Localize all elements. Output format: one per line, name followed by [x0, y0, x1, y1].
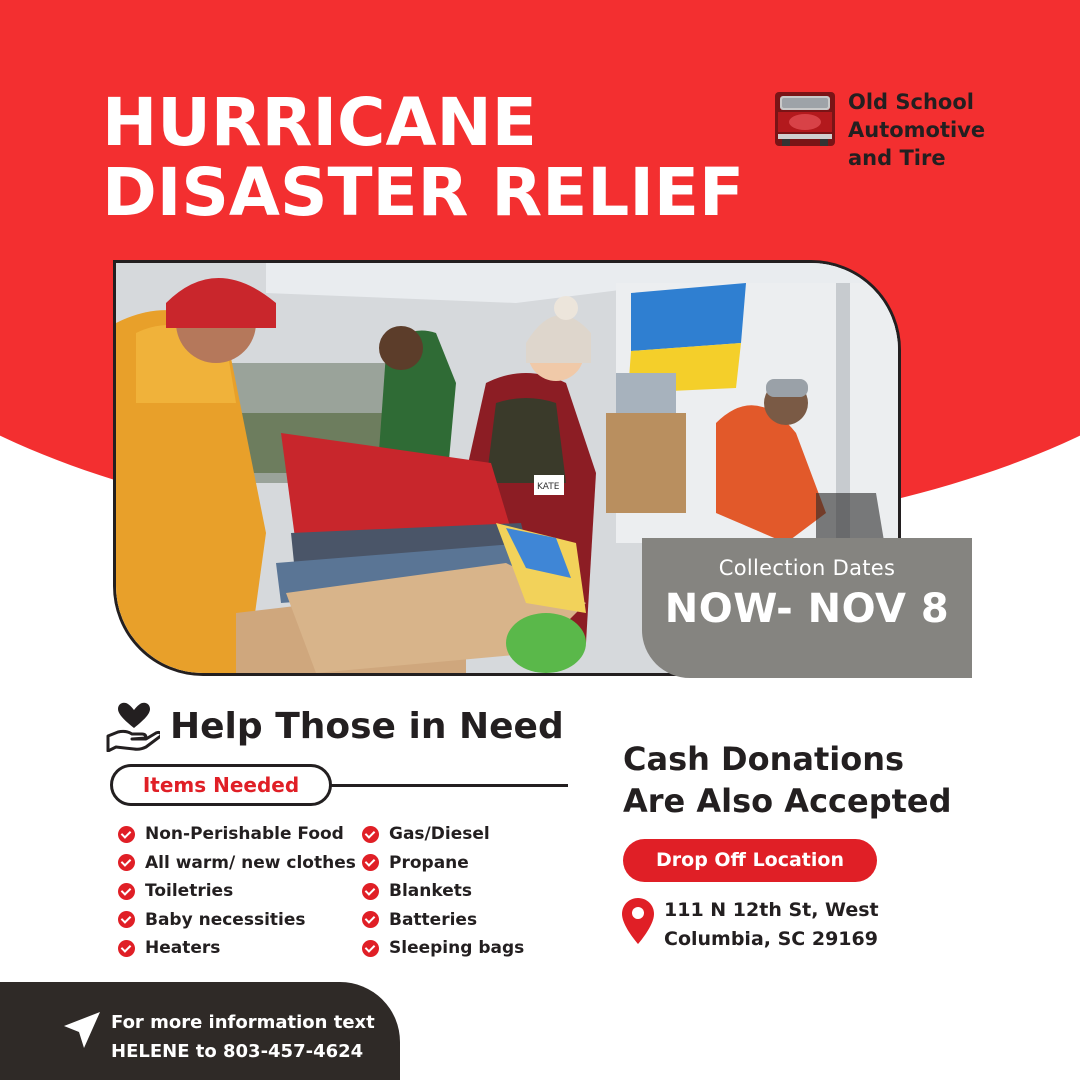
items-needed-label: Items Needed — [110, 764, 332, 806]
brand-line-1: Old School — [848, 90, 974, 114]
list-item — [362, 849, 524, 878]
check-icon — [118, 940, 135, 957]
list-item-label: Sleeping bags — [389, 938, 525, 959]
title-line-2: DISASTER RELIEF — [102, 154, 745, 231]
cash-line-1: Cash Donations — [623, 740, 905, 778]
list-item — [362, 820, 524, 849]
list-item — [362, 877, 524, 906]
address-line-1: 111 N 12th St, West — [664, 899, 879, 921]
list-item-label: Propane — [389, 852, 469, 873]
brand-name — [848, 88, 985, 172]
items-list-left — [118, 820, 356, 963]
page-title — [102, 84, 745, 231]
check-icon — [362, 911, 379, 928]
list-item-label: All warm/ new clothes — [145, 852, 356, 873]
help-heading: Help Those in Need — [170, 705, 564, 747]
contact-line-2: HELENE to 803-457-4624 — [111, 1041, 364, 1062]
list-item-label: Toiletries — [145, 881, 234, 902]
check-icon — [362, 854, 379, 871]
heart-hand-icon — [104, 700, 160, 752]
contact-info — [111, 1008, 375, 1066]
name-tag: KATE — [537, 482, 560, 492]
list-item — [362, 934, 524, 963]
list-item — [362, 906, 524, 935]
help-heading-row — [104, 700, 564, 752]
send-arrow-icon — [62, 1010, 102, 1050]
list-item-label: Blankets — [389, 881, 472, 902]
list-item — [118, 877, 356, 906]
truck-logo-icon — [772, 90, 838, 148]
drop-off-label: Drop Off Location — [623, 839, 877, 882]
list-item-label: Heaters — [145, 938, 221, 959]
check-icon — [362, 883, 379, 900]
address-line-2: Columbia, SC 29169 — [664, 928, 878, 950]
list-item — [118, 906, 356, 935]
drop-off-address — [622, 896, 879, 954]
list-item — [118, 849, 356, 878]
brand — [772, 88, 985, 172]
collection-dates-value: NOW- NOV 8 — [664, 586, 950, 632]
list-item-label: Non-Perishable Food — [145, 824, 344, 845]
items-list-right — [362, 820, 524, 963]
contact-line-1: For more information text — [111, 1012, 375, 1033]
location-pin-icon — [622, 898, 654, 944]
collection-dates-panel — [642, 538, 972, 678]
list-item-label: Baby necessities — [145, 909, 306, 930]
list-item-label: Batteries — [389, 909, 478, 930]
check-icon — [118, 854, 135, 871]
check-icon — [362, 940, 379, 957]
title-line-1: HURRICANE — [102, 84, 537, 161]
check-icon — [118, 911, 135, 928]
brand-line-2: Automotive — [848, 118, 986, 142]
check-icon — [118, 883, 135, 900]
list-item-label: Gas/Diesel — [389, 824, 490, 845]
list-item — [118, 820, 356, 849]
check-icon — [118, 826, 135, 843]
divider-line — [330, 784, 568, 787]
brand-line-3: and Tire — [848, 146, 946, 170]
list-item — [118, 934, 356, 963]
check-icon — [362, 826, 379, 843]
cash-donations-heading — [623, 738, 952, 822]
collection-dates-label: Collection Dates — [718, 556, 896, 580]
cash-line-2: Are Also Accepted — [623, 782, 952, 820]
